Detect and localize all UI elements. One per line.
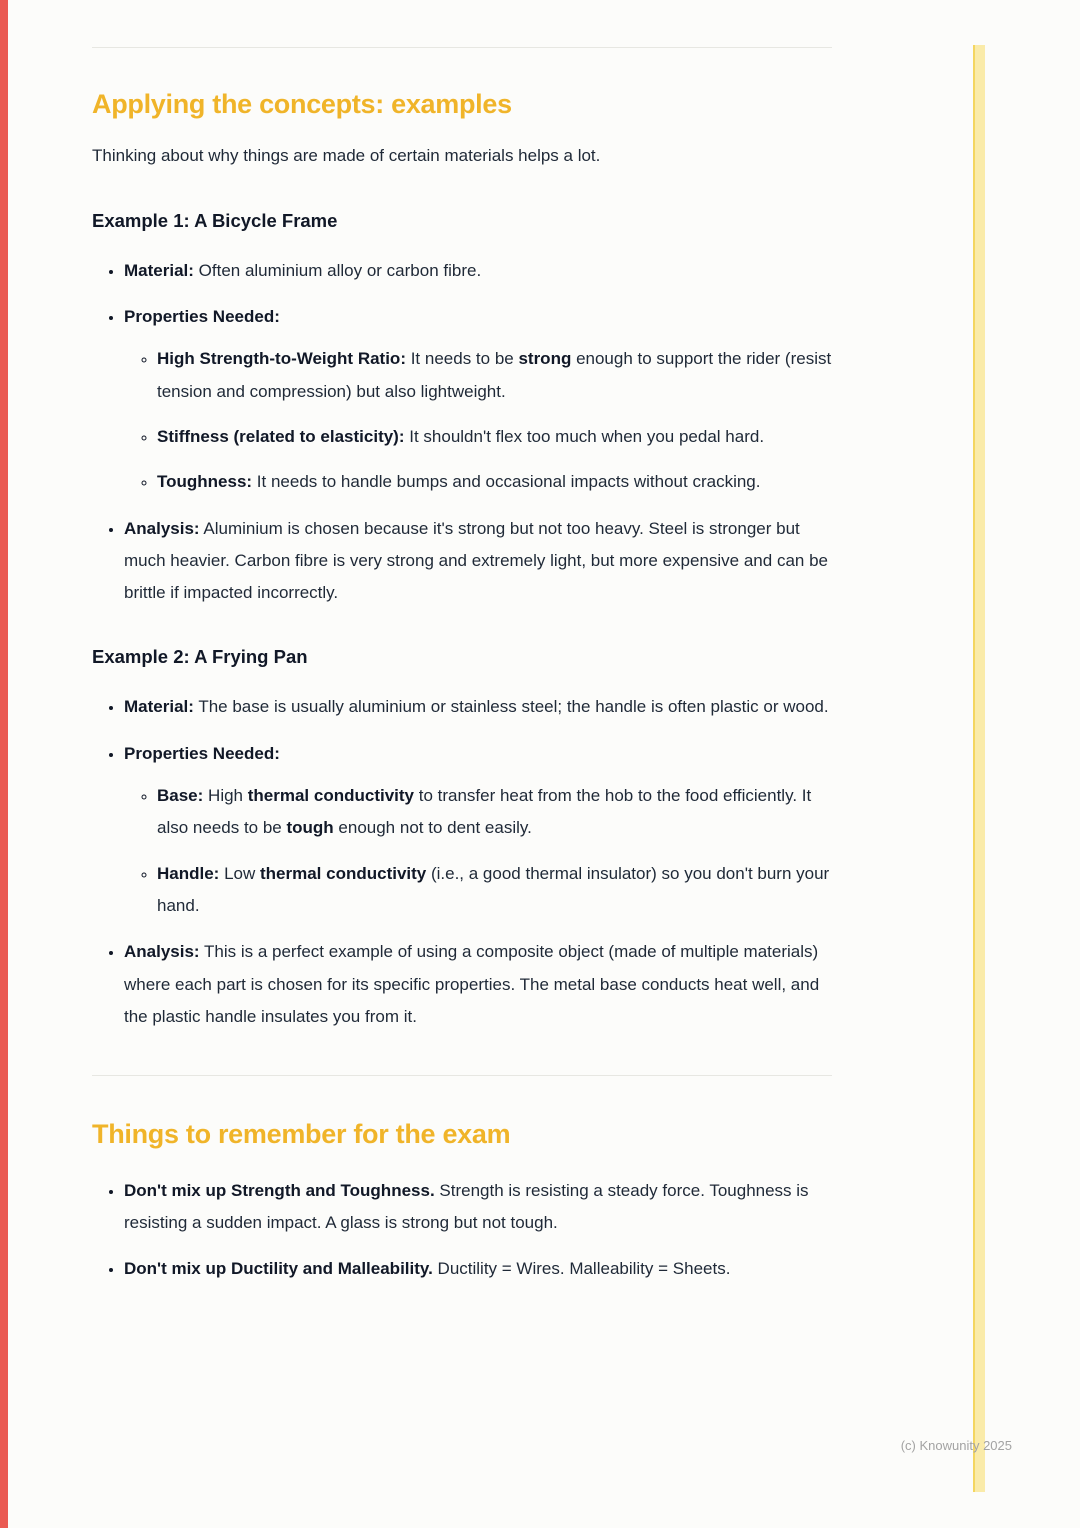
example2-list (92, 691, 832, 1033)
example2-properties-sublist (124, 780, 832, 922)
list-item-text: High Strength-to-Weight Ratio: It needs to be strong enough to support the rider (resist tension and compression) but also lightweight. (157, 349, 832, 401)
list-item-analysis (124, 513, 832, 610)
sublist-item-handle (157, 858, 832, 923)
example1-properties-sublist (124, 343, 832, 498)
sublist-item-stiffness (157, 421, 832, 453)
list-item-material (124, 255, 832, 287)
list-item-text: Base: High thermal conductivity to transfer heat from the hob to the food efficiently. It also needs to be tough enough not to dent easily. (157, 786, 812, 838)
list-item-properties (124, 301, 832, 498)
list-item-text: Material: The base is usually aluminium or stainless steel; the handle is often plastic or wood. (124, 697, 829, 717)
section-title-things-to-remember: Things to remember for the exam (92, 1119, 511, 1150)
right-accent-stripe (973, 45, 985, 1492)
list-item-text: Toughness: It needs to handle bumps and occasional impacts without cracking. (157, 472, 761, 492)
top-divider (92, 47, 832, 48)
left-accent-stripe (0, 0, 8, 1528)
list-item-material (124, 691, 832, 723)
list-item-text: Analysis: This is a perfect example of using a composite object (made of multiple materials) where each part is chosen for its specific properties. The metal base conducts heat well, and the plastic handle insulates you from it. (124, 942, 820, 1026)
list-item-strength-vs-toughness (124, 1175, 832, 1240)
list-item-text: Properties Needed: (124, 307, 280, 327)
list-item-text: Material: Often aluminium alloy or carbon fibre. (124, 260, 482, 280)
section-divider (92, 1075, 832, 1076)
section-title-applying-concepts: Applying the concepts: examples (92, 89, 512, 119)
list-item-text: Don't mix up Ductility and Malleability. Ductility = Wires. Malleability = Sheets. (124, 1259, 731, 1279)
list-item-properties (124, 738, 832, 922)
sublist-item-toughness (157, 466, 832, 498)
intro-paragraph: Thinking about why things are made of certain materials helps a lot. (92, 146, 601, 166)
sublist-item-base (157, 780, 832, 845)
copyright-notice: (c) Knowunity 2025 (900, 1438, 1012, 1453)
sublist-item-strength-to-weight (157, 343, 832, 408)
list-item-text: Analysis: Aluminium is chosen because it's strong but not too heavy. Steel is stronger but much heavier. Carbon fibre is very strong and extremely light, but more expensive and can be brittle if impacted incorrectly. (124, 518, 828, 603)
list-item-text: Don't mix up Strength and Toughness. Strength is resisting a steady force. Toughness is resisting a sudden impact. A glass is strong but not tough. (124, 1180, 809, 1232)
list-item-analysis (124, 936, 832, 1033)
example2-heading: Example 2: A Frying Pan (92, 646, 308, 668)
list-item-text: Handle: Low thermal conductivity (i.e., a good thermal insulator) so you don't burn your hand. (157, 863, 830, 915)
list-item-text: Properties Needed: (124, 743, 280, 763)
exam-tips-list (92, 1175, 832, 1286)
list-item-text: Stiffness (related to elasticity): It shouldn't flex too much when you pedal hard. (157, 426, 765, 446)
example1-list (92, 255, 832, 610)
example1-heading: Example 1: A Bicycle Frame (92, 209, 338, 231)
list-item-ductility-vs-malleability (124, 1253, 832, 1285)
document-content (92, 0, 832, 1299)
